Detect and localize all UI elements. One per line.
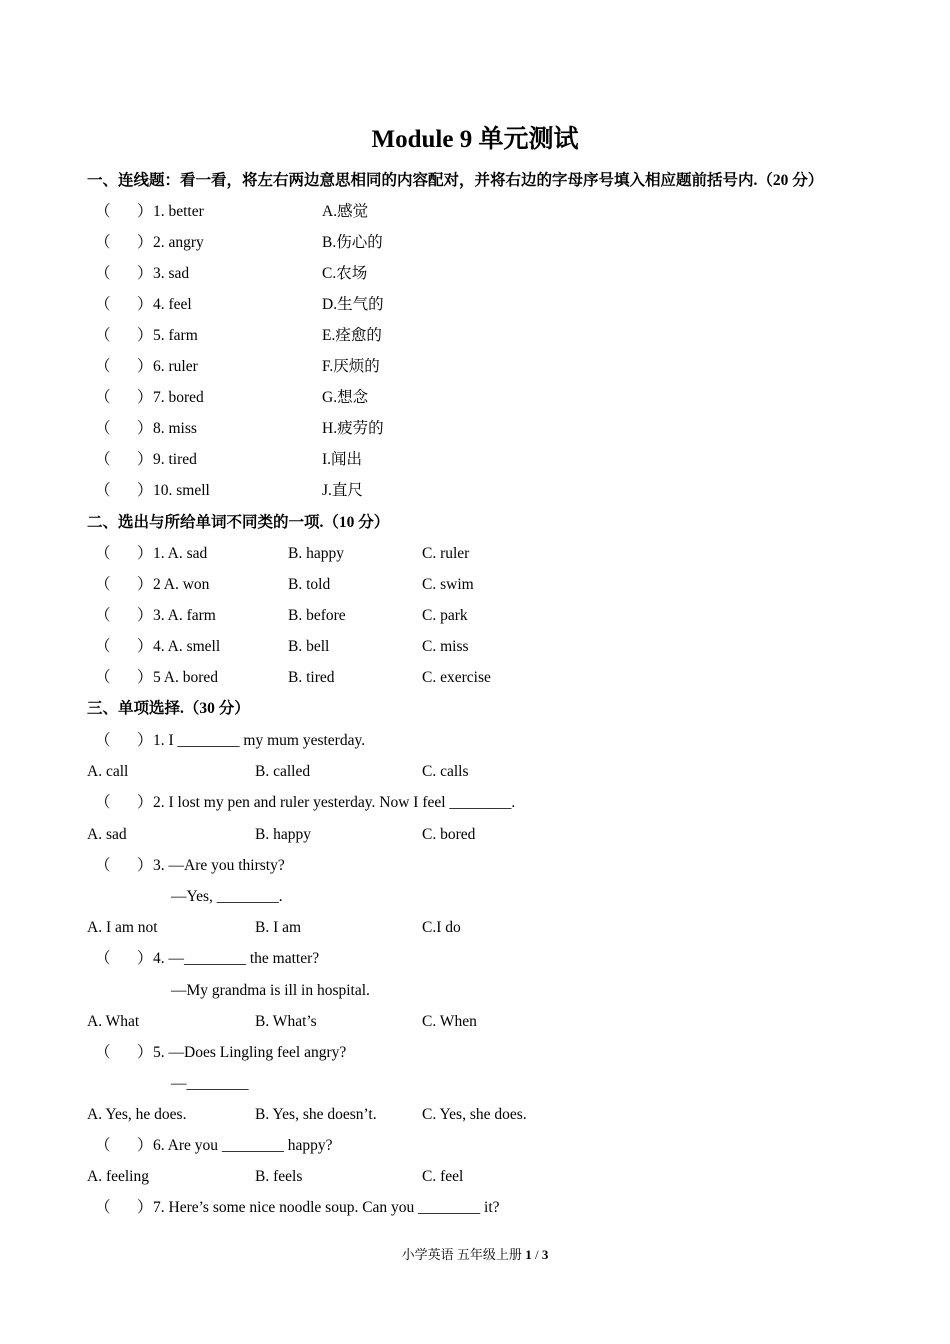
odd-one-out-row (87, 667, 887, 689)
paren-close: ） (137, 576, 153, 593)
section3-heading: 三、单项选择.（30 分） (87, 700, 250, 717)
match-question: 1. better (153, 203, 204, 220)
question-row (87, 1135, 887, 1157)
paren-close: ） (137, 1199, 153, 1216)
page-total: 3 (541, 1247, 549, 1262)
match-row (87, 201, 887, 223)
paren-open: （ (95, 576, 111, 593)
paren-open: （ (95, 482, 111, 499)
option-a: A. Yes, he does. (87, 1106, 187, 1123)
option-c: C. feel (422, 1168, 464, 1185)
option-a: A. call (87, 763, 129, 780)
option-b: B. told (288, 576, 331, 593)
paren-open: （ (95, 203, 111, 220)
match-answer: D.生气的 (322, 296, 384, 313)
match-answer: G.想念 (322, 389, 369, 406)
paren-close: ） (137, 794, 153, 811)
match-question: 8. miss (153, 420, 197, 437)
page-footer (0, 1245, 950, 1265)
match-row (87, 263, 887, 285)
match-question: 7. bored (153, 389, 204, 406)
dialogue-line (87, 886, 887, 908)
option-c: C. swim (422, 576, 474, 593)
paren-open: （ (95, 607, 111, 624)
paren-close: ） (137, 296, 153, 313)
options-row (87, 917, 887, 939)
question-row (87, 1197, 887, 1219)
paren-open: （ (95, 265, 111, 282)
options-row (87, 1166, 887, 1188)
paren-open: （ (95, 389, 111, 406)
page-separator: / (534, 1247, 539, 1262)
page-title: Module 9 单元测试 (371, 126, 579, 153)
question-stem: 6. Are you ________ happy? (153, 1137, 333, 1154)
options-row (87, 824, 887, 846)
paren-close: ） (137, 389, 153, 406)
match-question: 9. tired (153, 451, 197, 468)
odd-one-out-row (87, 574, 887, 596)
match-answer: J.直尺 (322, 482, 363, 499)
option-c: C. ruler (422, 545, 470, 562)
option-b: B. before (288, 607, 346, 624)
option-b: B. I am (255, 919, 302, 936)
option-c: C. calls (422, 763, 469, 780)
question-row (87, 730, 887, 752)
match-answer: E.痊愈的 (322, 327, 382, 344)
match-question: 2. angry (153, 234, 204, 251)
option-c: C. exercise (422, 669, 491, 686)
paren-open: （ (95, 327, 111, 344)
paren-close: ） (137, 482, 153, 499)
option-a: A. feeling (87, 1168, 149, 1185)
dialogue-line (87, 980, 887, 1002)
option-a: 4. A. smell (153, 638, 221, 655)
option-a: 1. A. sad (153, 545, 208, 562)
option-a: 3. A. farm (153, 607, 216, 624)
paren-open: （ (95, 234, 111, 251)
paren-open: （ (95, 420, 111, 437)
paren-close: ） (137, 234, 153, 251)
paren-open: （ (95, 669, 111, 686)
match-row (87, 294, 887, 316)
page-number: 1 (525, 1247, 532, 1262)
paren-open: （ (95, 732, 111, 749)
match-question: 5. farm (153, 327, 198, 344)
paren-close: ） (137, 950, 153, 967)
option-a: 2 A. won (153, 576, 210, 593)
match-answer: C.农场 (322, 265, 368, 282)
question-row (87, 792, 887, 814)
match-answer: H.疲劳的 (322, 420, 384, 437)
paren-close: ） (137, 669, 153, 686)
option-a: A. sad (87, 826, 127, 843)
match-question: 3. sad (153, 265, 190, 282)
paren-close: ） (137, 265, 153, 282)
match-row (87, 325, 887, 347)
paren-close: ） (137, 203, 153, 220)
option-a: A. I am not (87, 919, 158, 936)
question-stem: 3. —Are you thirsty? (153, 857, 285, 874)
paren-open: （ (95, 794, 111, 811)
options-row (87, 1011, 887, 1033)
section1-heading: 一、连线题：看一看，将左右两边意思相同的内容配对，并将右边的字母序号填入相应题前括号内.（20 分） (87, 172, 824, 189)
match-answer: A.感觉 (322, 203, 369, 220)
option-c: C. When (422, 1013, 477, 1030)
paren-close: ） (137, 638, 153, 655)
option-b: B. bell (288, 638, 330, 655)
match-row (87, 480, 887, 502)
option-c: C. bored (422, 826, 476, 843)
paren-open: （ (95, 1044, 111, 1061)
match-row (87, 387, 887, 409)
option-c: C. park (422, 607, 468, 624)
footer-text: 小学英语 五年级上册 (401, 1247, 522, 1262)
options-row (87, 761, 887, 783)
paren-open: （ (95, 545, 111, 562)
match-question: 10. smell (153, 482, 210, 499)
dialogue-line (87, 1073, 887, 1095)
paren-open: （ (95, 451, 111, 468)
paren-open: （ (95, 296, 111, 313)
match-question: 4. feel (153, 296, 192, 313)
paren-close: ） (137, 607, 153, 624)
paren-close: ） (137, 451, 153, 468)
question-stem: 4. —________ the matter? (153, 950, 320, 967)
option-b: B. What’s (255, 1013, 317, 1030)
match-answer: B.伤心的 (322, 234, 383, 251)
match-row (87, 232, 887, 254)
question-stem: 1. I ________ my mum yesterday. (153, 732, 366, 749)
option-b: B. tired (288, 669, 335, 686)
odd-one-out-row (87, 636, 887, 658)
option-c: C.I do (422, 919, 461, 936)
question-row (87, 948, 887, 970)
option-b: B. happy (255, 826, 311, 843)
question-row (87, 1042, 887, 1064)
question-stem: 7. Here’s some nice noodle soup. Can you ________ it? (153, 1199, 500, 1216)
paren-close: ） (137, 545, 153, 562)
question-stem: 2. I lost my pen and ruler yesterday. Now I feel ________. (153, 794, 516, 811)
option-a: A. What (87, 1013, 140, 1030)
question-row (87, 855, 887, 877)
paren-open: （ (95, 638, 111, 655)
match-row (87, 418, 887, 440)
paren-close: ） (137, 732, 153, 749)
option-b: B. feels (255, 1168, 303, 1185)
option-c: C. Yes, she does. (422, 1106, 527, 1123)
paren-close: ） (137, 1044, 153, 1061)
odd-one-out-row (87, 543, 887, 565)
option-b: B. Yes, she doesn’t. (255, 1106, 377, 1123)
option-c: C. miss (422, 638, 469, 655)
option-b: B. called (255, 763, 311, 780)
paren-open: （ (95, 950, 111, 967)
match-answer: I.闻出 (322, 451, 363, 468)
option-a: 5 A. bored (153, 669, 219, 686)
paren-open: （ (95, 1137, 111, 1154)
paren-close: ） (137, 1137, 153, 1154)
dialogue-reply: —________ (171, 1075, 249, 1092)
paren-open: （ (95, 358, 111, 375)
match-row (87, 449, 887, 471)
odd-one-out-row (87, 605, 887, 627)
question-stem: 5. —Does Lingling feel angry? (153, 1044, 347, 1061)
options-row (87, 1104, 887, 1126)
option-b: B. happy (288, 545, 344, 562)
match-question: 6. ruler (153, 358, 198, 375)
section2-heading: 二、选出与所给单词不同类的一项.（10 分） (87, 514, 390, 531)
paren-close: ） (137, 857, 153, 874)
match-row (87, 356, 887, 378)
dialogue-reply: —My grandma is ill in hospital. (171, 982, 370, 999)
paren-close: ） (137, 327, 153, 344)
dialogue-reply: —Yes, ________. (171, 888, 283, 905)
paren-open: （ (95, 857, 111, 874)
paren-close: ） (137, 420, 153, 437)
paren-close: ） (137, 358, 153, 375)
match-answer: F.厌烦的 (322, 358, 380, 375)
paren-open: （ (95, 1199, 111, 1216)
